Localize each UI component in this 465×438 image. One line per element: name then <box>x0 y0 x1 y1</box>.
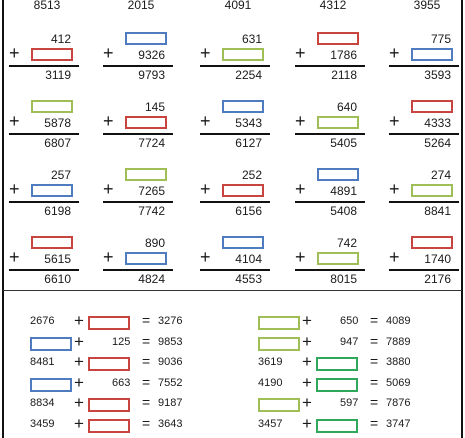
plus-sign: + <box>9 179 20 199</box>
sum-value: 6807 <box>44 136 71 150</box>
addend-value: 5878 <box>44 116 71 130</box>
sum-rule <box>389 201 459 203</box>
sum-rule <box>9 201 79 203</box>
addition-problem <box>389 100 459 158</box>
plus-sign: + <box>295 247 306 267</box>
sum-value: 6127 <box>235 136 262 150</box>
equals-sign: = <box>370 394 379 410</box>
equation <box>258 312 458 332</box>
result-value: 7889 <box>386 335 411 348</box>
equation <box>30 353 230 373</box>
answer-box[interactable] <box>31 100 73 113</box>
sum-rule <box>295 133 365 135</box>
answer-box[interactable] <box>31 236 73 249</box>
addition-problem <box>200 236 270 294</box>
right-border <box>461 0 463 438</box>
sum-value: 3119 <box>45 68 71 82</box>
answer-box[interactable] <box>316 378 358 392</box>
answer-box[interactable] <box>88 398 130 412</box>
plus-sign: + <box>74 352 84 371</box>
operand-value: 650 <box>340 315 359 327</box>
addend-value: 640 <box>336 100 357 114</box>
sum-rule <box>389 269 459 271</box>
equals-sign: = <box>370 373 379 390</box>
sum-value: 3593 <box>424 68 451 82</box>
addition-problem <box>389 168 459 226</box>
addition-problem <box>103 100 173 158</box>
sum-rule <box>200 201 270 203</box>
sum-value: 5264 <box>424 136 451 150</box>
addition-problem <box>295 168 365 226</box>
equals-sign: = <box>142 312 151 328</box>
top-number: 3955 <box>413 0 441 12</box>
result-value: 3880 <box>386 356 411 368</box>
operand-value: 3459 <box>30 417 55 430</box>
answer-box[interactable] <box>258 398 300 412</box>
addition-problem <box>295 236 365 294</box>
equals-sign: = <box>142 332 151 349</box>
addend-value: 775 <box>430 32 451 46</box>
sum-value: 2118 <box>331 68 357 82</box>
plus-sign: + <box>103 111 114 131</box>
addend-value: 742 <box>336 236 357 250</box>
plus-sign: + <box>302 352 312 371</box>
sum-value: 8015 <box>330 272 357 286</box>
result-value: 7876 <box>386 397 411 409</box>
addition-problem <box>389 32 459 90</box>
plus-sign: + <box>302 372 312 392</box>
equation <box>258 374 458 394</box>
sum-value: 6610 <box>44 272 71 286</box>
operand-value: 597 <box>340 397 359 409</box>
result-value: 3643 <box>158 417 183 430</box>
plus-sign: + <box>302 331 312 351</box>
equals-sign: = <box>370 312 379 328</box>
sum-rule <box>200 65 270 67</box>
plus-sign: + <box>103 43 114 63</box>
equals-sign: = <box>370 414 379 431</box>
addend-value: 5343 <box>235 116 262 130</box>
answer-box[interactable] <box>258 337 300 351</box>
sum-value: 5405 <box>330 136 357 150</box>
answer-box[interactable] <box>125 32 167 45</box>
sum-rule <box>103 201 173 203</box>
sum-value: 6198 <box>44 204 71 218</box>
answer-box[interactable] <box>411 236 453 249</box>
plus-sign: + <box>389 43 400 63</box>
left-border <box>2 0 4 438</box>
answer-box[interactable] <box>317 116 359 129</box>
equals-sign: = <box>142 414 151 431</box>
equals-sign: = <box>142 353 151 369</box>
equation <box>30 415 230 435</box>
answer-box[interactable] <box>316 357 358 371</box>
answer-box[interactable] <box>222 48 264 61</box>
addition-problem <box>103 168 173 226</box>
plus-sign: + <box>9 247 20 267</box>
answer-box[interactable] <box>88 357 130 371</box>
result-value: 9187 <box>158 397 183 409</box>
addition-problem <box>9 100 79 158</box>
operand-value: 4190 <box>258 376 283 389</box>
answer-box[interactable] <box>411 48 453 61</box>
top-number: 4091 <box>224 0 252 12</box>
answer-box[interactable] <box>30 378 72 392</box>
equation <box>258 415 458 435</box>
result-value: 9036 <box>158 356 183 368</box>
plus-sign: + <box>74 393 84 412</box>
operand-value: 3457 <box>258 417 283 430</box>
answer-box[interactable] <box>317 168 359 181</box>
top-number: 8513 <box>33 0 61 12</box>
addend-value: 145 <box>144 100 165 114</box>
sum-rule <box>103 65 173 67</box>
plus-sign: + <box>103 247 114 267</box>
addend-value: 5615 <box>44 252 71 266</box>
addition-problem <box>295 100 365 158</box>
sum-value: 2176 <box>424 272 451 286</box>
sum-rule <box>295 269 365 271</box>
sum-value: 2254 <box>235 68 262 82</box>
operand-value: 663 <box>112 376 131 389</box>
addend-value: 412 <box>50 32 71 46</box>
plus-sign: + <box>200 111 211 131</box>
plus-sign: + <box>295 111 306 131</box>
plus-sign: + <box>389 111 400 131</box>
addition-problem <box>103 236 173 294</box>
plus-sign: + <box>74 372 84 392</box>
top-number: 4312 <box>319 0 347 12</box>
equals-sign: = <box>142 373 151 390</box>
sum-rule <box>9 269 79 271</box>
answer-box[interactable] <box>258 316 300 330</box>
sum-value: 7724 <box>138 136 165 150</box>
equation <box>30 333 230 353</box>
operand-value: 947 <box>340 335 359 348</box>
sum-value: 5408 <box>330 204 357 218</box>
sum-rule <box>200 133 270 135</box>
equation <box>258 333 458 353</box>
plus-sign: + <box>74 331 84 351</box>
answer-box[interactable] <box>88 316 130 330</box>
sum-value: 7742 <box>138 204 165 218</box>
answer-box[interactable] <box>125 252 167 265</box>
answer-box[interactable] <box>317 252 359 265</box>
plus-sign: + <box>302 413 312 433</box>
plus-sign: + <box>74 413 84 433</box>
equals-sign: = <box>142 394 151 410</box>
addition-problem <box>103 32 173 90</box>
sum-value: 4553 <box>235 272 262 286</box>
equation <box>30 312 230 332</box>
equation <box>258 394 458 414</box>
plus-sign: + <box>302 311 312 330</box>
plus-sign: + <box>9 43 20 63</box>
addend-value: 1740 <box>424 252 451 266</box>
answer-box[interactable] <box>222 236 264 249</box>
plus-sign: + <box>74 311 84 330</box>
plus-sign: + <box>389 247 400 267</box>
answer-box[interactable] <box>88 419 130 433</box>
sum-rule <box>295 201 365 203</box>
sum-rule <box>103 269 173 271</box>
sum-value: 9793 <box>138 68 165 82</box>
result-value: 7552 <box>158 376 183 389</box>
addend-value: 252 <box>241 168 262 182</box>
answer-box[interactable] <box>222 100 264 113</box>
sum-rule <box>9 133 79 135</box>
equals-sign: = <box>370 353 379 369</box>
operand-value: 3619 <box>258 356 283 368</box>
addend-value: 4891 <box>330 184 357 198</box>
addend-value: 4333 <box>424 116 451 130</box>
operand-value: 125 <box>112 335 131 348</box>
plus-sign: + <box>103 179 114 199</box>
addend-value: 631 <box>241 32 262 46</box>
sum-value: 8841 <box>424 204 451 218</box>
sum-rule <box>200 269 270 271</box>
equation <box>30 374 230 394</box>
answer-box[interactable] <box>125 116 167 129</box>
plus-sign: + <box>9 111 20 131</box>
answer-box[interactable] <box>222 184 264 197</box>
sum-rule <box>389 133 459 135</box>
result-value: 5069 <box>386 376 411 389</box>
plus-sign: + <box>200 43 211 63</box>
sum-rule <box>295 65 365 67</box>
addend-value: 257 <box>50 168 71 182</box>
operand-value: 2676 <box>30 315 55 327</box>
addend-value: 890 <box>144 236 165 250</box>
plus-sign: + <box>295 179 306 199</box>
addition-problem <box>200 32 270 90</box>
equals-sign: = <box>370 332 379 349</box>
result-value: 3747 <box>386 417 411 430</box>
addend-value: 7265 <box>138 184 165 198</box>
plus-sign: + <box>389 179 400 199</box>
sum-value: 4824 <box>138 272 165 286</box>
plus-sign: + <box>295 43 306 63</box>
equation <box>30 394 230 414</box>
addition-problem <box>295 32 365 90</box>
result-value: 3276 <box>158 315 183 327</box>
addition-problem <box>9 236 79 294</box>
answer-box[interactable] <box>411 100 453 113</box>
answer-box[interactable] <box>316 419 358 433</box>
top-number: 2015 <box>127 0 155 12</box>
answer-box[interactable] <box>30 337 72 351</box>
result-value: 4089 <box>386 315 411 327</box>
plus-sign: + <box>200 179 211 199</box>
addition-problem <box>200 100 270 158</box>
answer-box[interactable] <box>411 184 453 197</box>
addend-value: 274 <box>430 168 451 182</box>
answer-box[interactable] <box>31 184 73 197</box>
operand-value: 8481 <box>30 356 55 368</box>
addend-value: 9326 <box>138 48 165 62</box>
plus-sign: + <box>302 393 312 412</box>
addend-value: 4104 <box>235 252 262 266</box>
sum-rule <box>9 65 79 67</box>
sum-rule <box>103 133 173 135</box>
result-value: 9853 <box>158 335 183 348</box>
answer-box[interactable] <box>125 168 167 181</box>
addend-value: 1786 <box>330 48 357 62</box>
addition-problem <box>200 168 270 226</box>
addition-problem <box>9 32 79 90</box>
sum-rule <box>389 65 459 67</box>
addition-problem <box>389 236 459 294</box>
addition-problem <box>9 168 79 226</box>
plus-sign: + <box>200 247 211 267</box>
operand-value: 8834 <box>30 397 55 409</box>
answer-box[interactable] <box>31 48 73 61</box>
equation <box>258 353 458 373</box>
answer-box[interactable] <box>317 32 359 45</box>
sum-value: 6156 <box>235 204 262 218</box>
